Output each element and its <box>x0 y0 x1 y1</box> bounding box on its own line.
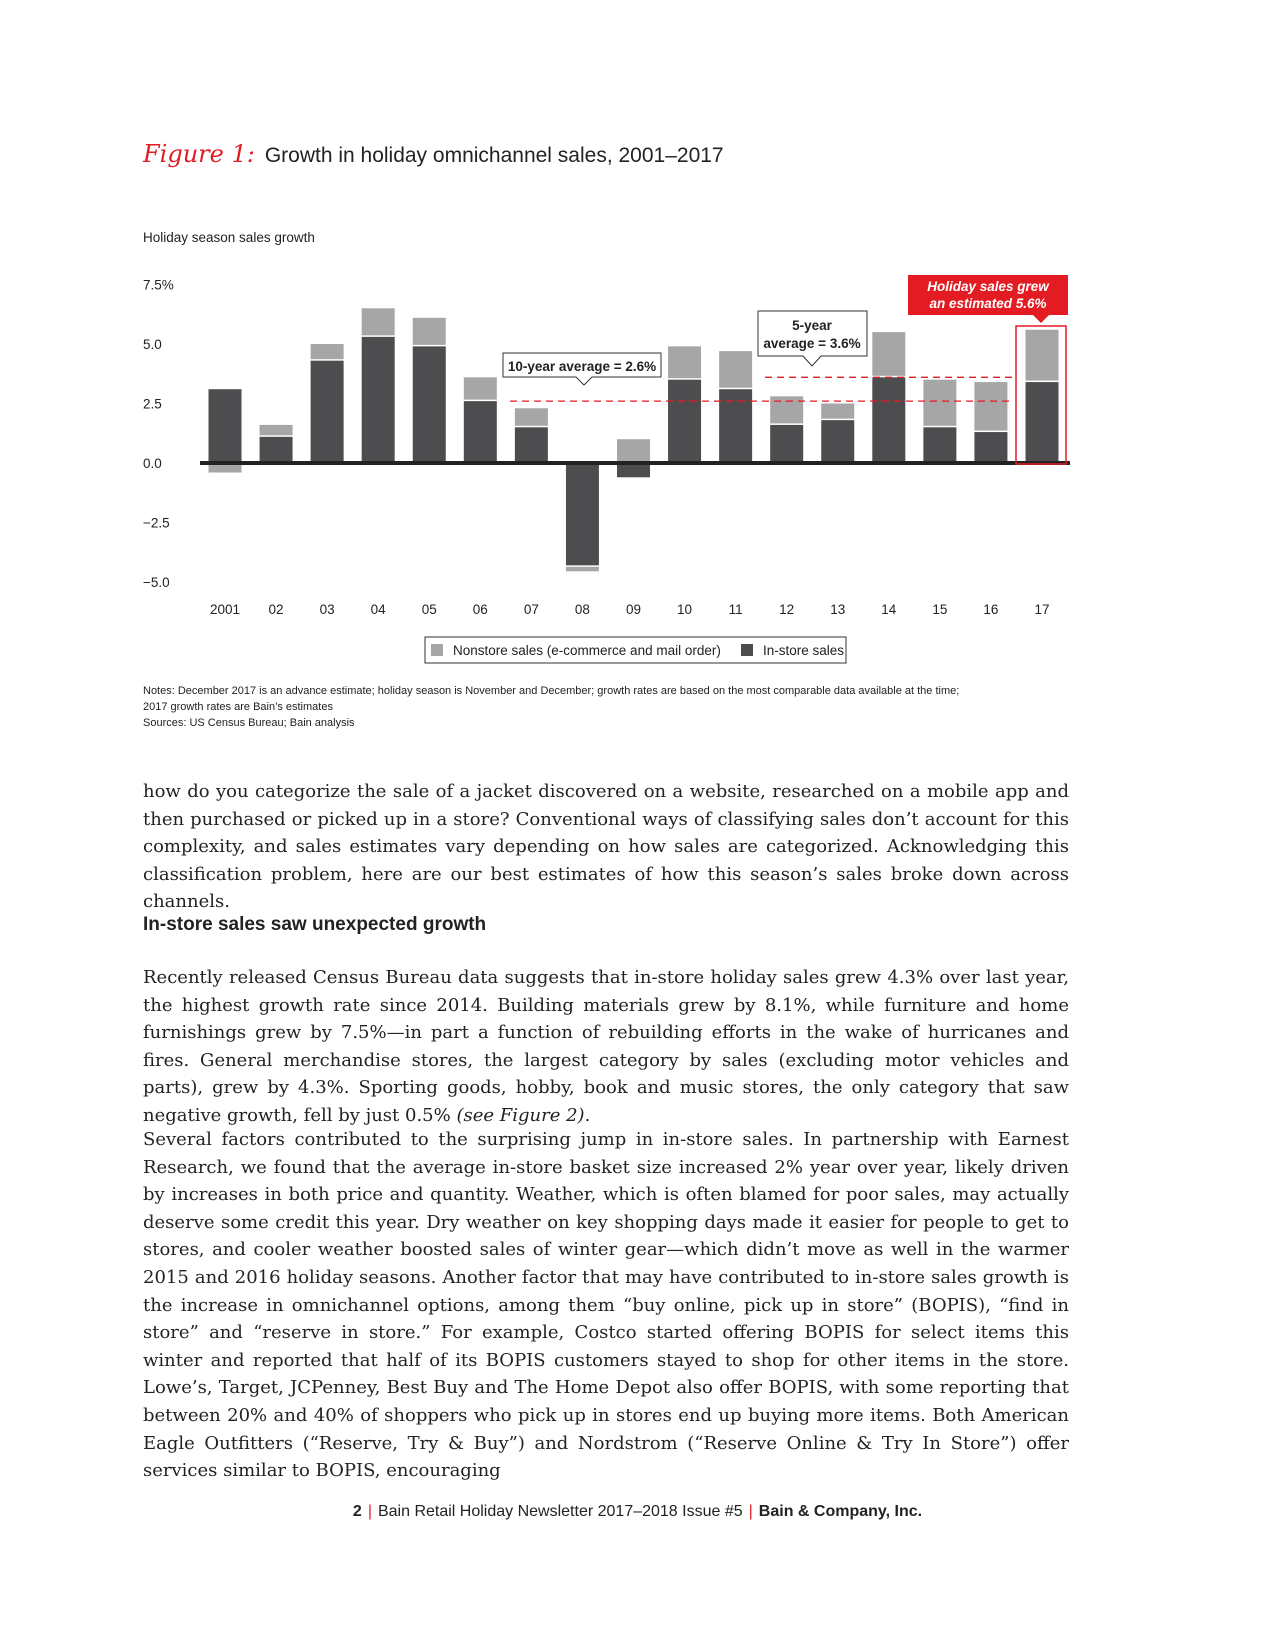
publication-name: Bain Retail Holiday Newsletter 2017–2018 Issue #5 <box>377 1503 743 1520</box>
x-tick-label: 16 <box>983 602 999 617</box>
bar-instore-09 <box>617 463 650 477</box>
x-tick-label: 2001 <box>209 602 241 617</box>
y-axis-label: Holiday season sales growth <box>143 230 315 245</box>
x-tick-label: 13 <box>830 602 846 617</box>
bar-instore-14 <box>872 377 905 463</box>
legend-label-instore: In-store sales <box>763 643 845 658</box>
x-tick-label: 12 <box>779 602 795 617</box>
bar-instore-10 <box>668 380 701 463</box>
x-tick-label: 03 <box>319 602 335 617</box>
body-paragraph-3: Several factors contributed to the surprising jump in in-store sales. In partnership with Earnest Research, we found that the average in-store basket size increased 2% year over year, likely driven by increases in both price and quantity. Weather, which is often blamed for poor sales, may actually deserve some credit this year. Dry weather on key shopping days made it easier for people to get to stores, and cooler weather boosted sales of winter gear—which didn’t move as well in the warmer 2015 and 2016 holiday seasons. Another factor that may have contributed to in-store sales growth is the increase in omnichannel options, among them “buy online, pick up in store” (BOPIS), “find in store” and “reserve in store.” For example, Costco started offering BOPIS for select items this winter and reported that half of its BOPIS customers stayed to shop for other items in the store. Lowe’s, Target, JCPenney, Best Buy and The Home Depot also offer BOPIS, with some reporting that between 20% and 40% of shoppers who pick up in stores end up buying more items. Both American Eagle Outfitters (“Reserve, Try & Buy”) and Nordstrom (“Reserve Online & Try In Store”) offer services similar to BOPIS, encouraging <box>143 1129 1069 1482</box>
legend-swatch-instore <box>741 644 753 656</box>
five-year-label-line1: 5-year <box>792 318 832 333</box>
bar-instore-04 <box>362 337 395 463</box>
bar-nonstore-02 <box>260 425 293 435</box>
ten-year-average-label <box>503 353 661 385</box>
x-tick-label: 08 <box>574 602 590 617</box>
x-tick-label: 15 <box>932 602 948 617</box>
bar-nonstore-15 <box>923 380 956 426</box>
bar-nonstore-06 <box>464 377 497 399</box>
bar-nonstore-09 <box>617 439 650 463</box>
bar-instore-13 <box>821 420 854 463</box>
figure-label: Figure 1: <box>143 140 255 168</box>
page-footer: 2 | Bain Retail Holiday Newsletter 2017–2018 Issue #5 | Bain & Company, Inc. <box>352 1503 923 1520</box>
bar-instore-05 <box>413 346 446 463</box>
ten-year-average-text: 10-year average = 2.6% <box>507 359 657 374</box>
bar-instore-08 <box>566 463 599 565</box>
stacked-bar-chart <box>0 0 1275 700</box>
notes-line2: 2017 growth rates are Bain’s estimates <box>143 701 333 713</box>
five-year-label-line2: average = 3.6% <box>763 336 861 351</box>
x-tick-label: 10 <box>677 602 693 617</box>
bar-instore-16 <box>974 432 1007 463</box>
bar-instore-2001 <box>209 389 242 463</box>
callout-line1: Holiday sales grew <box>927 279 1049 294</box>
bar-nonstore-07 <box>515 408 548 426</box>
section-heading: In-store sales saw unexpected growth <box>143 914 487 935</box>
x-tick-label: 09 <box>625 602 642 617</box>
bar-nonstore-12 <box>770 396 803 423</box>
notes-line1: Notes: December 2017 is an advance estimate; holiday season is November and December; growth rates are based on the most comparable data available at the time; <box>143 685 960 697</box>
figure-title-text: Growth in holiday omnichannel sales, 2001–2017 <box>264 144 724 167</box>
bar-nonstore-17 <box>1026 330 1059 381</box>
bar-nonstore-14 <box>872 332 905 376</box>
x-tick-label: 05 <box>421 602 437 617</box>
bar-instore-12 <box>770 425 803 463</box>
sources-line: Sources: US Census Bureau; Bain analysis <box>143 717 355 729</box>
y-tick-label: 7.5% <box>143 277 174 293</box>
x-tick-label: 14 <box>881 602 897 617</box>
x-tick-label: 17 <box>1034 602 1050 617</box>
bar-nonstore-11 <box>719 351 752 388</box>
callout-line2: an estimated 5.6% <box>929 296 1047 311</box>
bar-instore-17 <box>1026 382 1059 463</box>
x-tick-label: 04 <box>370 602 386 617</box>
paragraph-2-end: . <box>584 1104 591 1126</box>
bar-nonstore-04 <box>362 308 395 335</box>
x-tick-label: 06 <box>472 602 488 617</box>
legend-swatch-nonstore <box>431 644 443 656</box>
five-year-average-label <box>758 311 867 366</box>
y-tick-label: −2.5 <box>143 515 170 531</box>
bar-instore-07 <box>515 427 548 463</box>
y-tick-label: 5.0 <box>143 337 162 352</box>
bar-instore-06 <box>464 401 497 463</box>
y-tick-label: 0.0 <box>143 456 162 471</box>
legend-label-nonstore: Nonstore sales (e-commerce and mail order) <box>453 643 721 658</box>
bar-nonstore-08 <box>566 567 599 571</box>
x-tick-label: 02 <box>268 602 284 617</box>
bar-instore-15 <box>923 427 956 463</box>
bar-instore-03 <box>311 361 344 463</box>
bar-nonstore-10 <box>668 346 701 378</box>
y-tick-label: 2.5 <box>143 396 162 412</box>
bar-nonstore-05 <box>413 318 446 345</box>
x-tick-label: 07 <box>523 602 539 617</box>
bar-nonstore-16 <box>974 382 1007 430</box>
chart-notes <box>143 683 1073 731</box>
company-name: Bain & Company, Inc. <box>758 1503 923 1520</box>
paragraph-2-text: Recently released Census Bureau data suggests that in-store holiday sales grew 4.3% over last year, the highest growth rate since 2014. Building materials grew by 8.1%, while furniture and home furnishings grew by 7.5%—in part a function of rebuilding efforts in the wake of hurricanes and fires. General merchandise stores, the largest category by sales (excluding motor vehicles and parts), grew by 4.3%. Sporting goods, hobby, book and music stores, the only category that saw negative growth, fell by just 0.5% <box>143 967 1069 1126</box>
bar-nonstore-13 <box>821 404 854 419</box>
y-tick-label: −5.0 <box>143 575 170 590</box>
x-tick-label: 11 <box>728 602 743 617</box>
bar-instore-02 <box>260 437 293 463</box>
body-paragraph-2 <box>143 964 1069 1130</box>
legend <box>425 637 846 663</box>
bar-nonstore-03 <box>311 344 344 359</box>
figure-2-reference: (see Figure 2) <box>456 1104 585 1126</box>
bar-instore-11 <box>719 389 752 463</box>
page-number: 2 <box>352 1503 362 1520</box>
body-paragraph-1: how do you categorize the sale of a jacket discovered on a website, researched on a mobile app and then purchased or picked up in a store? Conventional ways of classifying sales don’t account for this complexity, and sales estimates vary depending on how sales are categorized. Acknowledging this classification problem, here are our best estimates of how this season’s sales broke down across channels. <box>143 781 1069 913</box>
